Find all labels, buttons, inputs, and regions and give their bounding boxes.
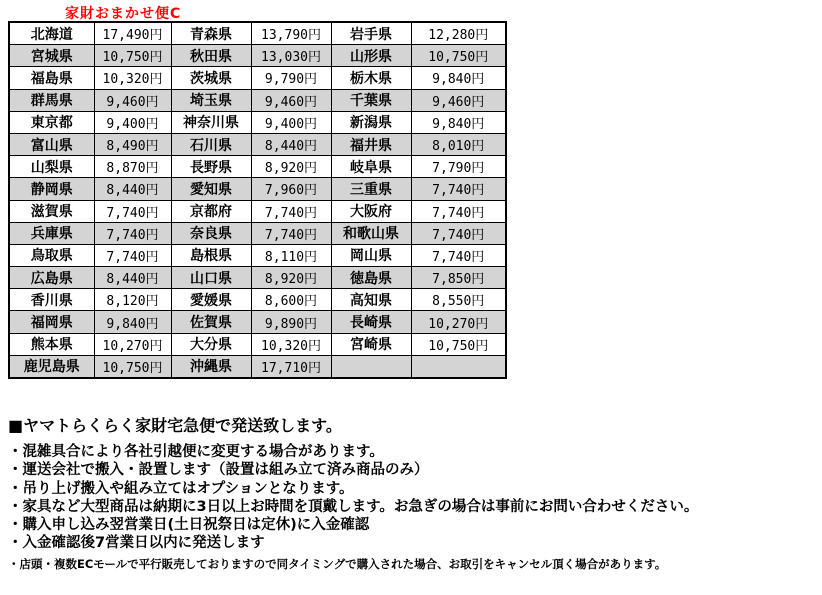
price-cell: 9,460円 <box>94 89 171 111</box>
prefecture-cell: 岩手県 <box>331 22 411 45</box>
price-cell: 7,850円 <box>411 267 506 289</box>
price-cell: 10,320円 <box>94 67 171 89</box>
prefecture-cell: 山形県 <box>331 45 411 67</box>
prefecture-cell: 埼玉県 <box>171 89 251 111</box>
note-bullet: ・運送会社で搬入・設置します（設置は組み立て済み商品のみ） <box>8 462 429 479</box>
prefecture-cell: 千葉県 <box>331 89 411 111</box>
prefecture-cell: 静岡県 <box>9 178 94 200</box>
prefecture-cell: 大阪府 <box>331 200 411 222</box>
prefecture-cell <box>331 355 411 378</box>
prefecture-cell: 岡山県 <box>331 244 411 266</box>
price-cell: 10,750円 <box>411 333 506 355</box>
prefecture-cell: 鳥取県 <box>9 244 94 266</box>
price-cell: 7,740円 <box>251 222 331 244</box>
prefecture-cell: 大分県 <box>171 333 251 355</box>
price-cell: 8,010円 <box>411 133 506 155</box>
prefecture-cell: 香川県 <box>9 289 94 311</box>
price-cell: 10,270円 <box>94 333 171 355</box>
prefecture-cell: 石川県 <box>171 133 251 155</box>
prefecture-cell: 徳島県 <box>331 267 411 289</box>
prefecture-cell: 宮崎県 <box>331 333 411 355</box>
note-bullet: ・混雑具合により各社引越便に変更する場合があります。 <box>8 444 384 460</box>
prefecture-cell: 島根県 <box>171 244 251 266</box>
price-cell: 7,740円 <box>411 178 506 200</box>
price-cell: 7,740円 <box>411 244 506 266</box>
prefecture-cell: 広島県 <box>9 267 94 289</box>
prefecture-cell: 愛知県 <box>171 178 251 200</box>
prefecture-cell: 茨城県 <box>171 67 251 89</box>
price-cell: 8,550円 <box>411 289 506 311</box>
prefecture-cell: 佐賀県 <box>171 311 251 333</box>
price-cell: 17,490円 <box>94 22 171 45</box>
prefecture-cell: 鹿児島県 <box>9 355 94 378</box>
price-cell: 9,890円 <box>251 311 331 333</box>
price-cell: 8,600円 <box>251 289 331 311</box>
price-cell: 9,400円 <box>251 111 331 133</box>
table-row <box>9 200 506 222</box>
price-cell: 8,870円 <box>94 156 171 178</box>
prefecture-cell: 長崎県 <box>331 311 411 333</box>
table-row <box>9 355 506 378</box>
table-row <box>9 222 506 244</box>
price-cell: 12,280円 <box>411 22 506 45</box>
price-cell: 7,740円 <box>94 244 171 266</box>
price-cell: 17,710円 <box>251 355 331 378</box>
prefecture-cell: 沖縄県 <box>171 355 251 378</box>
prefecture-cell: 新潟県 <box>331 111 411 133</box>
prefecture-cell: 秋田県 <box>171 45 251 67</box>
price-cell: 9,400円 <box>94 111 171 133</box>
price-cell: 9,840円 <box>411 111 506 133</box>
price-cell: 7,790円 <box>411 156 506 178</box>
price-cell: 8,120円 <box>94 289 171 311</box>
prefecture-cell: 群馬県 <box>9 89 94 111</box>
table-row <box>9 289 506 311</box>
price-cell: 9,840円 <box>411 67 506 89</box>
price-cell: 7,740円 <box>94 222 171 244</box>
shipping-fee-table-body <box>9 22 506 378</box>
price-cell: 7,740円 <box>411 200 506 222</box>
prefecture-cell: 和歌山県 <box>331 222 411 244</box>
notes-footnote: ・店頭・複数ECモールで平行販売しておりますので同タイミングで購入された場合、お取引をキャンセル頂く場合があります。 <box>8 557 667 571</box>
note-bullet: ・入金確認後7営業日以内に発送します <box>8 535 265 552</box>
prefecture-cell: 京都府 <box>171 200 251 222</box>
price-cell: 10,750円 <box>94 355 171 378</box>
note-bullet: ・家具など大型商品は納期に3日以上お時間を頂戴します。お急ぎの場合は事前にお問い合わせください。 <box>8 498 699 515</box>
table-row <box>9 311 506 333</box>
prefecture-cell: 長野県 <box>171 156 251 178</box>
price-cell: 10,270円 <box>411 311 506 333</box>
table-row <box>9 333 506 355</box>
price-cell: 9,460円 <box>411 89 506 111</box>
price-cell: 9,840円 <box>94 311 171 333</box>
table-row <box>9 111 506 133</box>
shipping-table-title: 家財おまかせ便C <box>65 6 182 22</box>
price-cell: 8,440円 <box>94 178 171 200</box>
table-row <box>9 89 506 111</box>
price-cell: 8,920円 <box>251 156 331 178</box>
price-cell: 9,790円 <box>251 67 331 89</box>
shipping-fee-table <box>8 21 507 379</box>
price-cell: 8,440円 <box>251 133 331 155</box>
prefecture-cell: 愛媛県 <box>171 289 251 311</box>
price-cell: 9,460円 <box>251 89 331 111</box>
table-row <box>9 156 506 178</box>
prefecture-cell: 熊本県 <box>9 333 94 355</box>
table-row <box>9 133 506 155</box>
prefecture-cell: 宮城県 <box>9 45 94 67</box>
prefecture-cell: 山口県 <box>171 267 251 289</box>
note-bullet: ・購入申し込み翌営業日(土日祝祭日は定休)に入金確認 <box>8 517 370 534</box>
prefecture-cell: 福岡県 <box>9 311 94 333</box>
prefecture-cell: 三重県 <box>331 178 411 200</box>
prefecture-cell: 滋賀県 <box>9 200 94 222</box>
price-cell: 7,740円 <box>411 222 506 244</box>
prefecture-cell: 岐阜県 <box>331 156 411 178</box>
notes-list <box>8 443 818 553</box>
prefecture-cell: 東京都 <box>9 111 94 133</box>
price-cell <box>411 355 506 378</box>
price-cell: 10,750円 <box>411 45 506 67</box>
table-row <box>9 45 506 67</box>
prefecture-cell: 山梨県 <box>9 156 94 178</box>
notes-heading: ■ヤマトらくらく家財宅急便で発送致します。 <box>8 416 342 435</box>
price-cell: 8,440円 <box>94 267 171 289</box>
table-row <box>9 178 506 200</box>
prefecture-cell: 奈良県 <box>171 222 251 244</box>
price-cell: 7,740円 <box>94 200 171 222</box>
note-bullet: ・吊り上げ搬入や組み立てはオプションとなります。 <box>8 480 354 497</box>
prefecture-cell: 福井県 <box>331 133 411 155</box>
table-row <box>9 22 506 45</box>
prefecture-cell: 福島県 <box>9 67 94 89</box>
prefecture-cell: 兵庫県 <box>9 222 94 244</box>
price-cell: 8,110円 <box>251 244 331 266</box>
price-cell: 8,920円 <box>251 267 331 289</box>
table-row <box>9 244 506 266</box>
prefecture-cell: 富山県 <box>9 133 94 155</box>
price-cell: 7,960円 <box>251 178 331 200</box>
table-row <box>9 267 506 289</box>
prefecture-cell: 青森県 <box>171 22 251 45</box>
prefecture-cell: 北海道 <box>9 22 94 45</box>
price-cell: 8,490円 <box>94 133 171 155</box>
table-row <box>9 67 506 89</box>
prefecture-cell: 栃木県 <box>331 67 411 89</box>
price-cell: 10,750円 <box>94 45 171 67</box>
prefecture-cell: 高知県 <box>331 289 411 311</box>
price-cell: 7,740円 <box>251 200 331 222</box>
price-cell: 10,320円 <box>251 333 331 355</box>
price-cell: 13,790円 <box>251 22 331 45</box>
prefecture-cell: 神奈川県 <box>171 111 251 133</box>
price-cell: 13,030円 <box>251 45 331 67</box>
